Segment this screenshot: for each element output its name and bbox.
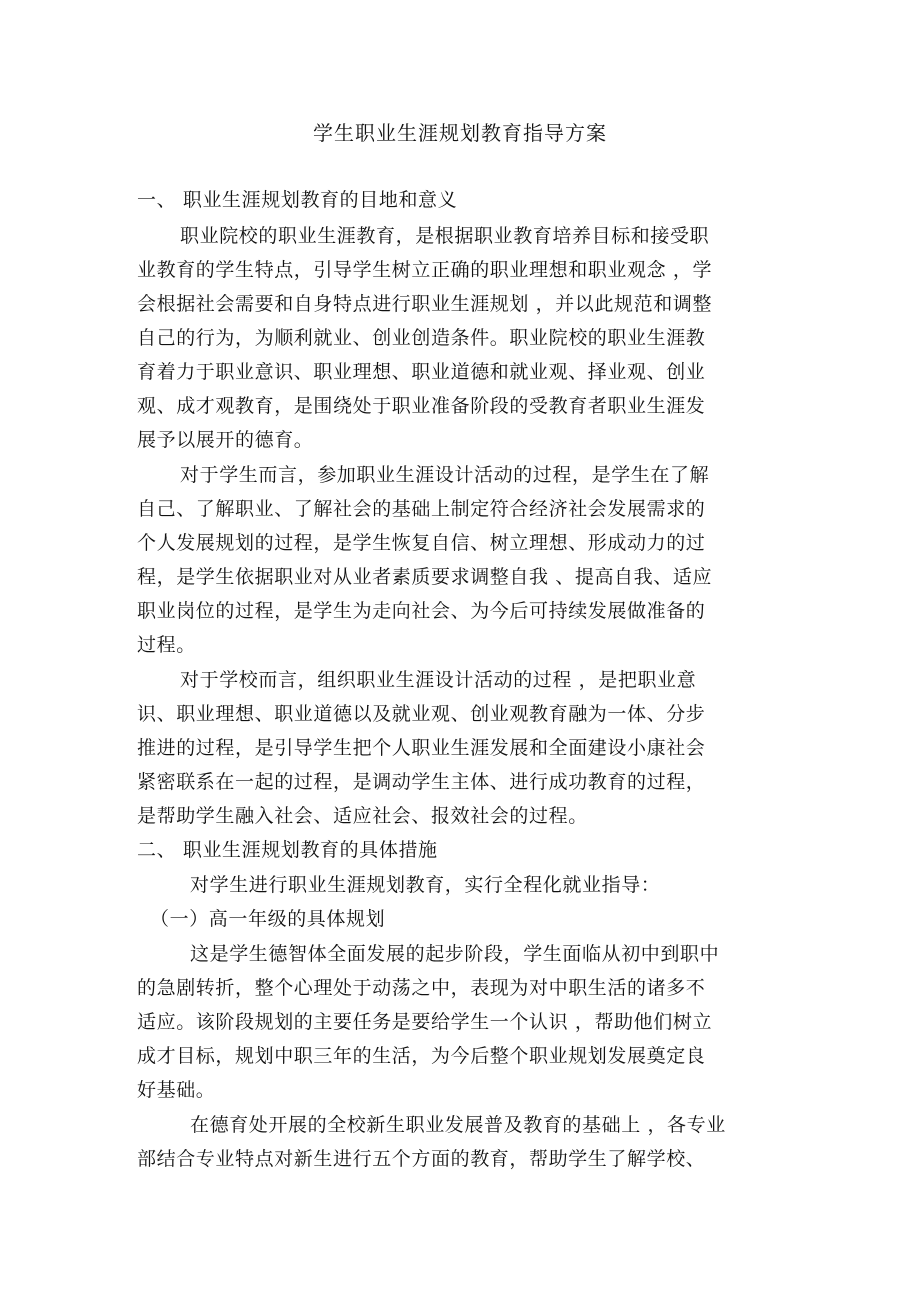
- paragraph-3-line: 识、职业理想、职业道德以及就业观、创业观教育融为一体、分步: [137, 703, 706, 725]
- section-2-intro: 对学生进行职业生涯规划教育，实行全程化就业指导：: [190, 874, 661, 896]
- subsection-heading-1: （一）高一年级的具体规划: [150, 908, 386, 930]
- section-heading-2: 二、 职业生涯规划教育的具体措施: [137, 839, 438, 861]
- paragraph-5-line: 在德育处开展的全校新生职业发展普及教育的基础上 ，各专业: [190, 1114, 726, 1136]
- paragraph-2-line: 对于学生而言，参加职业生涯设计活动的过程，是学生在了解: [180, 464, 710, 486]
- paragraph-2-line: 个人发展规划的过程，是学生恢复自信、树立理想、形成动力的过: [137, 532, 706, 554]
- paragraph-2-line: 自己、了解职业、了解社会的基础上制定符合经济社会发展需求的: [137, 498, 706, 520]
- paragraph-1-line: 育着力于职业意识、职业理想、职业道德和就业观、择业观、创业: [137, 361, 706, 383]
- paragraph-1-line: 自己的行为，为顺利就业、创业创造条件。职业院校的职业生涯教: [137, 327, 706, 349]
- paragraph-1-line: 会根据社会需要和自身特点进行职业生涯规划 ，并以此规范和调整: [137, 293, 713, 315]
- paragraph-2-line: 职业岗位的过程，是学生为走向社会、为今后可持续发展做准备的: [137, 600, 706, 622]
- paragraph-4-line: 适应。该阶段规划的主要任务是要给学生一个认识 ，帮助他们树立: [137, 1011, 713, 1033]
- document-title: 学生职业生涯规划教育指导方案: [313, 121, 607, 145]
- paragraph-4-line: 的急剧转折，整个心理处于动荡之中，表现为对中职生活的诸多不: [137, 977, 706, 999]
- paragraph-2-line: 过程。: [137, 634, 196, 656]
- paragraph-1-line: 业教育的学生特点，引导学生树立正确的职业理想和职业观念 ，学: [137, 259, 713, 281]
- paragraph-3-line: 推进的过程，是引导学生把个人职业生涯发展和全面建设小康社会: [137, 737, 706, 759]
- paragraph-4-line: 这是学生德智体全面发展的起步阶段，学生面临从初中到职中: [190, 943, 720, 965]
- paragraph-1-line: 展予以展开的德育。: [137, 429, 314, 451]
- paragraph-4-line: 好基础。: [137, 1079, 216, 1101]
- paragraph-5-line: 部结合专业特点对新生进行五个方面的教育，帮助学生了解学校、: [137, 1148, 706, 1170]
- paragraph-1-line: 观、成才观教育，是围绕处于职业准备阶段的受教育者职业生涯发: [137, 395, 706, 417]
- paragraph-2-line: 程，是学生依据职业对从业者素质要求调整自我 、提高自我、适应: [137, 566, 713, 588]
- paragraph-3-line: 对于学校而言，组织职业生涯设计活动的过程 ，是把职业意: [180, 669, 697, 691]
- section-heading-1: 一、 职业生涯规划教育的目地和意义: [137, 189, 458, 211]
- paragraph-3-line: 是帮助学生融入社会、适应社会、报效社会的过程。: [137, 805, 588, 827]
- paragraph-1-line: 职业院校的职业生涯教育，是根据职业教育培养目标和接受职: [180, 225, 710, 247]
- paragraph-4-line: 成才目标，规划中职三年的生活，为今后整个职业规划发展奠定良: [137, 1045, 706, 1067]
- paragraph-3-line: 紧密联系在一起的过程，是调动学生主体、进行成功教育的过程，: [137, 771, 706, 793]
